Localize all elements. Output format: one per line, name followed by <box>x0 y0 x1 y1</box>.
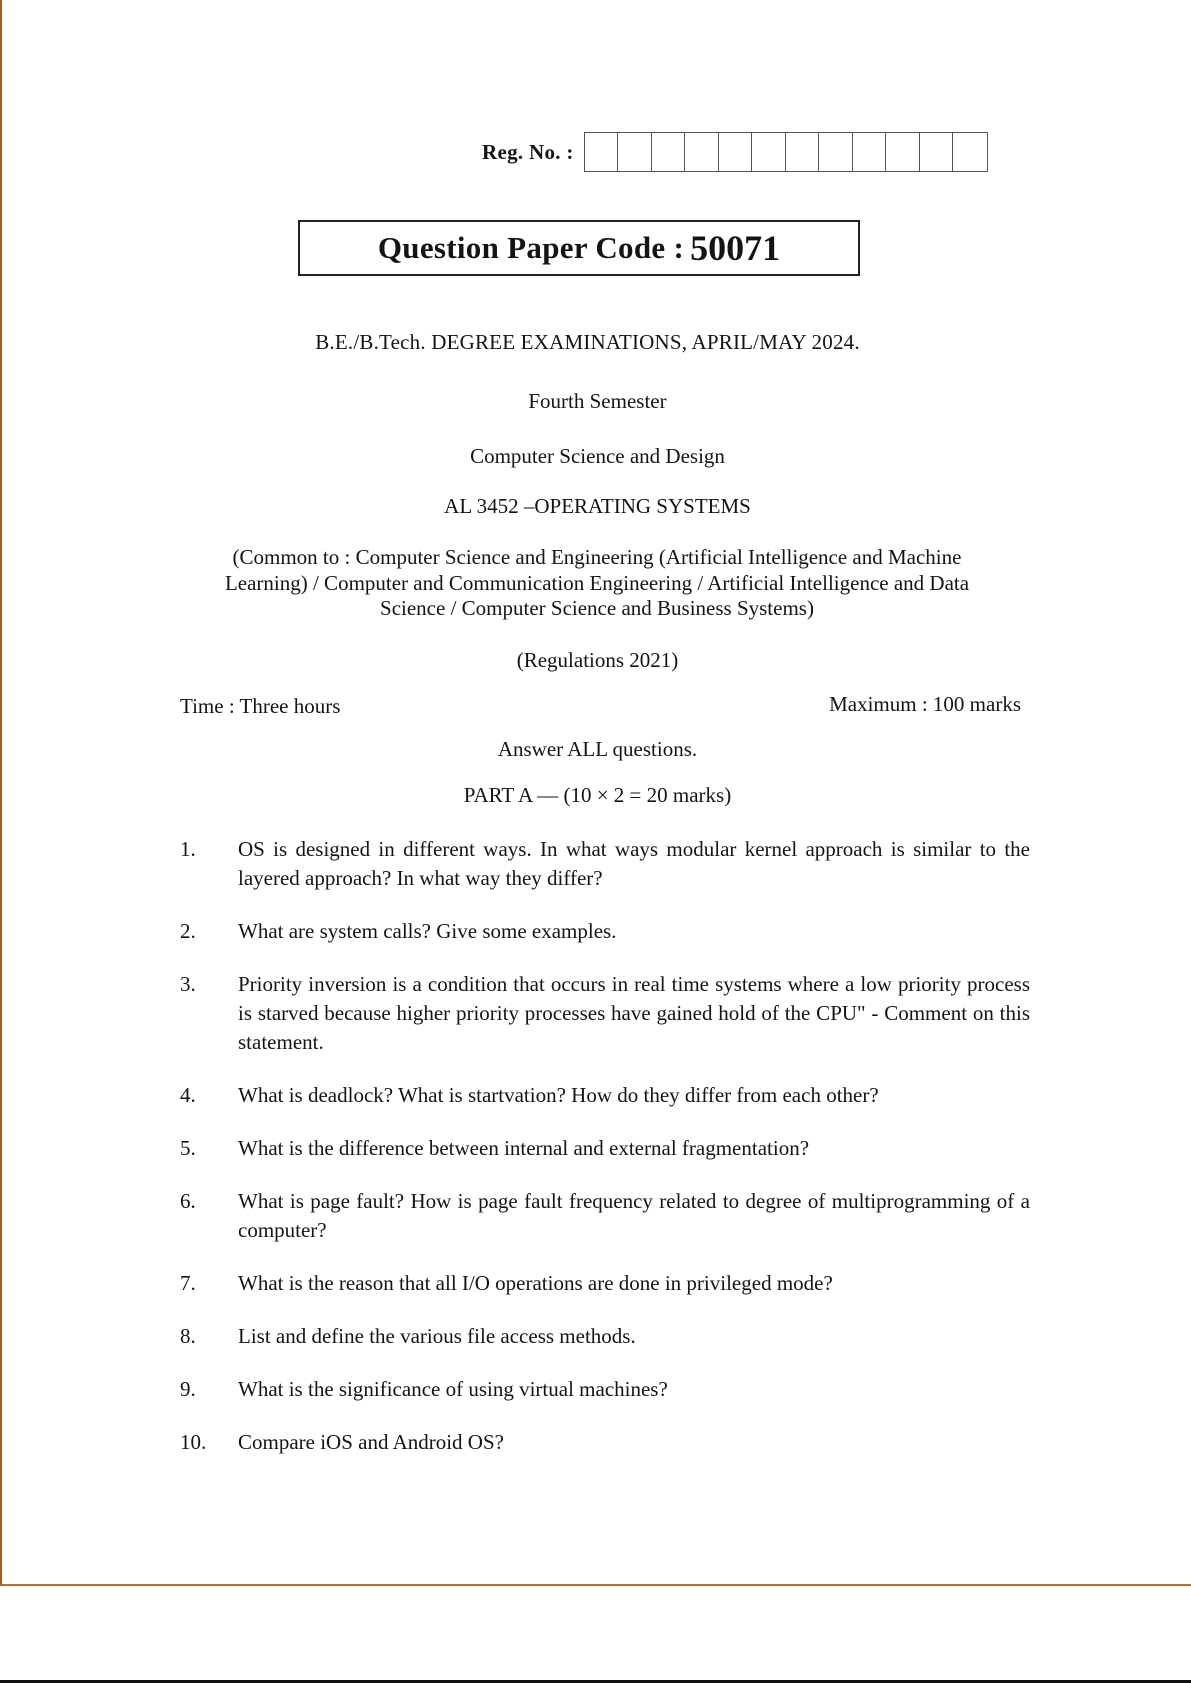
question-text: Compare iOS and Android OS? <box>238 1430 504 1454</box>
question-text: What is the reason that all I/O operations are done in privileged mode? <box>238 1271 833 1295</box>
reg-no-digit-box[interactable] <box>920 133 954 171</box>
reg-no-digit-box[interactable] <box>652 133 686 171</box>
reg-no-digit-box[interactable] <box>685 133 719 171</box>
question-number: 8. <box>180 1324 196 1348</box>
question-text: OS is designed in different ways. In what ways modular kernel approach is similar to the layered approach? In what way they differ? <box>238 837 1030 890</box>
common-to: (Common to : Computer Science and Engineering (Artificial Intelligence and Machine Learning) / Computer and Communication Engineering / Artificial Intelligence and Data Science / Computer Science and Business Systems) <box>224 545 970 620</box>
question-number: 1. <box>180 837 196 861</box>
question-item <box>180 1134 1030 1163</box>
question-number: 9. <box>180 1377 196 1401</box>
question-item <box>180 1187 1030 1245</box>
reg-no-digit-box[interactable] <box>953 133 987 171</box>
semester: Fourth Semester <box>528 389 667 413</box>
question-number: 10. <box>180 1430 207 1454</box>
question-text: What is deadlock? What is startvation? How do they differ from each other? <box>238 1083 879 1107</box>
question-item <box>180 1322 1030 1351</box>
question-list <box>180 835 1030 1481</box>
reg-no-digit-box[interactable] <box>886 133 920 171</box>
reg-no-field <box>482 132 988 172</box>
paper-code-value: 50071 <box>690 228 781 268</box>
question-number: 4. <box>180 1083 196 1107</box>
question-text: Priority inversion is a condition that occurs in real time systems where a low priority process is starved because higher priority processes have gained hold of the CPU" - Comment on this statement. <box>238 972 1030 1054</box>
time-allowed: Time : Three hours <box>180 694 341 718</box>
reg-no-digit-box[interactable] <box>585 133 619 171</box>
reg-no-digit-box[interactable] <box>819 133 853 171</box>
course-title: AL 3452 –OPERATING SYSTEMS <box>444 494 751 518</box>
question-item <box>180 1375 1030 1404</box>
question-number: 2. <box>180 919 196 943</box>
question-number: 5. <box>180 1136 196 1160</box>
instruction: Answer ALL questions. <box>497 737 698 761</box>
regulations: (Regulations 2021) <box>516 648 679 672</box>
part-heading: PART A — (10 × 2 = 20 marks) <box>463 783 732 807</box>
reg-no-digit-box[interactable] <box>853 133 887 171</box>
reg-no-digit-box[interactable] <box>719 133 753 171</box>
question-number: 3. <box>180 972 196 996</box>
paper-code-label: Question Paper Code : <box>377 230 685 265</box>
reg-no-digit-box[interactable] <box>786 133 820 171</box>
question-item <box>180 970 1030 1057</box>
reg-no-digit-box[interactable] <box>618 133 652 171</box>
question-paper-code-box <box>298 220 860 276</box>
question-text: What are system calls? Give some examples. <box>238 919 617 943</box>
question-text: List and define the various file access methods. <box>238 1324 636 1348</box>
question-number: 6. <box>180 1189 196 1213</box>
question-number: 7. <box>180 1271 196 1295</box>
reg-no-label: Reg. No. : <box>482 139 574 164</box>
reg-no-boxes <box>584 132 988 172</box>
reg-no-digit-box[interactable] <box>752 133 786 171</box>
question-item <box>180 1081 1030 1110</box>
question-item <box>180 1269 1030 1298</box>
department: Computer Science and Design <box>470 444 725 468</box>
question-item <box>180 835 1030 893</box>
question-text: What is page fault? How is page fault frequency related to degree of multiprogramming of a computer? <box>238 1189 1030 1242</box>
exam-title: B.E./B.Tech. DEGREE EXAMINATIONS, APRIL/MAY 2024. <box>315 330 860 354</box>
question-text: What is the difference between internal and external fragmentation? <box>238 1136 810 1160</box>
question-item <box>180 917 1030 946</box>
question-text: What is the significance of using virtual machines? <box>238 1377 668 1401</box>
maximum-marks: Maximum : 100 marks <box>829 692 1021 716</box>
question-item <box>180 1428 1030 1457</box>
